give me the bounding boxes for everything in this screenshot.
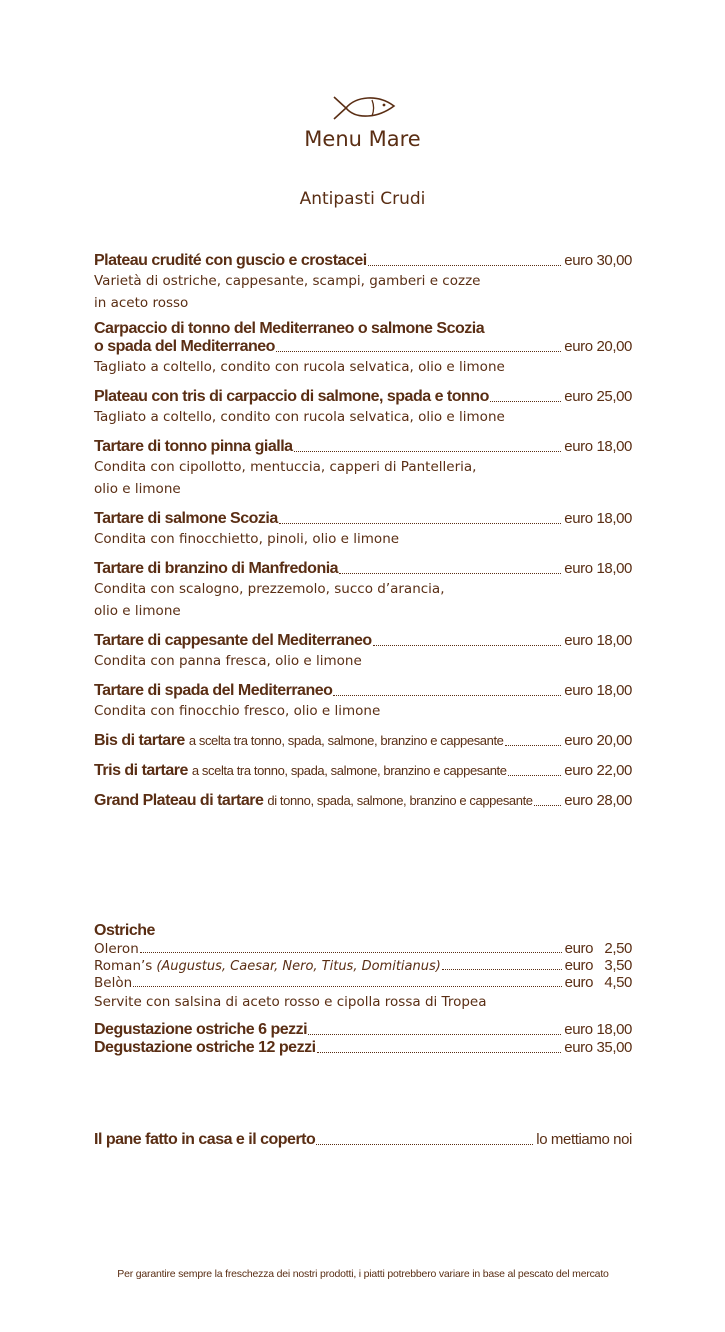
item-name: Oleron [94, 941, 139, 957]
item-extra: a scelta tra tonno, spada, salmone, branzino e cappesante [188, 733, 504, 748]
section-title: Antipasti Crudi [299, 189, 426, 209]
item-description: Condita con panna fresca, olio e limone [94, 653, 362, 669]
item-price: euro 18,00 [564, 632, 632, 649]
menu-title: Menu Mare [304, 127, 421, 151]
dot-leader [373, 644, 562, 646]
item-description: Condita con cipollotto, mentuccia, capperi di Pantelleria, [94, 459, 477, 475]
item-price: euro 18,00 [564, 1021, 632, 1038]
item-extra: (Augustus, Caesar, Nero, Titus, Domitianus) [156, 959, 441, 974]
item-name: Bis di tartare [94, 732, 185, 749]
pane-section [94, 1131, 632, 1149]
item-price: euro 18,00 [564, 682, 632, 699]
menu-item [94, 320, 632, 378]
item-name: Grand Plateau di tartare [94, 792, 264, 809]
item-price: euro 2,50 [564, 940, 632, 957]
item-description: Varietà di ostriche, cappesante, scampi, gamberi e cozze [94, 273, 481, 289]
item-description: in aceto rosso [94, 295, 189, 311]
ostriche-section [94, 922, 632, 1057]
ostriche-note: Servite con salsina di aceto rosso e cipolla rossa di Tropea [94, 994, 487, 1010]
degustazione-item [94, 1039, 632, 1057]
item-price: euro 30,00 [564, 252, 632, 269]
dot-leader [333, 694, 561, 696]
item-price: euro 3,50 [564, 957, 632, 974]
item-description: Condita con finocchietto, pinoli, olio e limone [94, 531, 400, 547]
dot-leader [505, 744, 562, 746]
menu-item [94, 732, 632, 750]
item-description: olio e limone [94, 603, 181, 619]
item-name: Il pane fatto in casa e il coperto [94, 1131, 316, 1148]
item-name: Plateau crudité con guscio e crostacei [94, 252, 367, 269]
item-price: euro 20,00 [564, 732, 632, 749]
item-price: lo mettiamo noi [536, 1131, 632, 1148]
item-price: euro 4,50 [564, 974, 632, 991]
oyster-item [94, 957, 632, 974]
menu-item [94, 792, 632, 810]
menu-item [94, 560, 632, 622]
item-name: Tartare di spada del Mediterraneo [94, 682, 333, 699]
dot-leader [368, 264, 562, 266]
item-description: olio e limone [94, 481, 181, 497]
menu-item [94, 438, 632, 500]
item-name: Degustazione ostriche 12 pezzi [94, 1039, 316, 1056]
degustazione-item [94, 1021, 632, 1039]
dot-leader [442, 968, 562, 970]
menu-item [94, 252, 632, 314]
dot-leader [534, 804, 562, 806]
item-description: Condita con scalogno, prezzemolo, succo d’arancia, [94, 581, 445, 597]
dot-leader [279, 522, 562, 524]
antipasti-list [94, 252, 632, 810]
item-price: euro 18,00 [564, 438, 632, 455]
item-name: Tartare di tonno pinna gialla [94, 438, 293, 455]
item-name: Tartare di salmone Scozia [94, 510, 278, 527]
dot-leader [308, 1033, 561, 1035]
dot-leader [133, 985, 562, 987]
item-price: euro 35,00 [564, 1039, 632, 1056]
dot-leader [276, 350, 561, 352]
item-price: euro 20,00 [564, 338, 632, 355]
item-extra: di tonno, spada, salmone, branzino e cappesante [267, 793, 533, 808]
dot-leader [316, 1143, 533, 1145]
ostriche-heading: Ostriche [94, 922, 155, 939]
oyster-item [94, 974, 632, 991]
item-price: euro 22,00 [564, 762, 632, 779]
item-name: o spada del Mediterraneo [94, 338, 275, 355]
item-price: euro 25,00 [564, 388, 632, 405]
item-description: Tagliato a coltello, condito con rucola selvatica, olio e limone [94, 359, 505, 375]
menu-item [94, 388, 632, 428]
oyster-item [94, 940, 632, 957]
footer-note: Per garantire sempre la freschezza dei nostri prodotti, i piatti potrebbero variare in base al pescato del mercato [117, 1268, 609, 1280]
item-description: Condita con finocchio fresco, olio e limone [94, 703, 381, 719]
item-price: euro 18,00 [564, 510, 632, 527]
dot-leader [339, 572, 561, 574]
item-name: Tris di tartare [94, 762, 188, 779]
item-name: Carpaccio di tonno del Mediterraneo o salmone Scozia [94, 320, 485, 337]
fish-icon [332, 94, 396, 122]
item-description: Tagliato a coltello, condito con rucola selvatica, olio e limone [94, 409, 505, 425]
item-name: Degustazione ostriche 6 pezzi [94, 1021, 308, 1038]
item-name: Tartare di branzino di Manfredonia [94, 560, 339, 577]
dot-leader [508, 774, 562, 776]
pane-item [94, 1131, 632, 1149]
menu-item [94, 510, 632, 550]
dot-leader [317, 1051, 562, 1053]
item-name: Tartare di cappesante del Mediterraneo [94, 632, 372, 649]
item-name: Roman’s [94, 958, 153, 974]
item-name: Belòn [94, 975, 133, 991]
menu-item [94, 762, 632, 780]
dot-leader [490, 400, 561, 402]
menu-item [94, 632, 632, 672]
menu-item [94, 682, 632, 722]
item-name: Plateau con tris di carpaccio di salmone, spada e tonno [94, 388, 489, 405]
item-price: euro 28,00 [564, 792, 632, 809]
dot-leader [140, 951, 562, 953]
item-price: euro 18,00 [564, 560, 632, 577]
item-extra: a scelta tra tonno, spada, salmone, branzino e cappesante [191, 763, 507, 778]
dot-leader [294, 450, 562, 452]
